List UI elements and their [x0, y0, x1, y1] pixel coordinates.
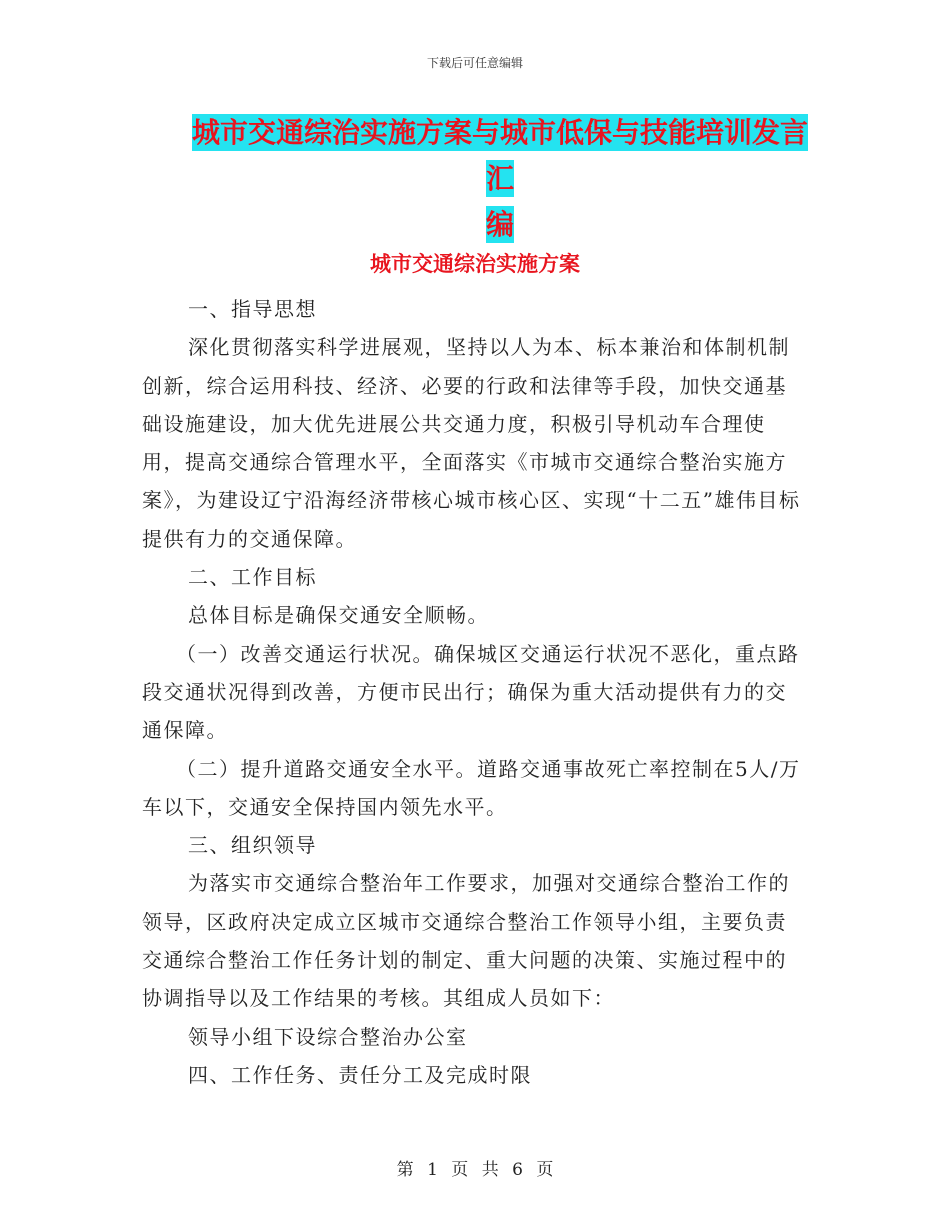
document-body	[142, 290, 802, 1094]
header-note: 下载后可任意编辑	[426, 56, 523, 70]
paragraph-organization: 为落实市交通综合整治年工作要求，加强对交通综合整治工作的领导，区政府决定成立区城市交通综合整治工作领导小组，主要负责交通综合整治工作任务计划的制定、重大问题的决策、实施过程中的协调指导以及工作结果的考核。其组成人员如下：	[142, 871, 790, 1011]
paragraph-office: 领导小组下设综合整治办公室	[188, 1024, 468, 1049]
paragraph-guiding-ideology: 深化贯彻落实科学进展观，坚持以人为本、标本兼治和体制机制创新，综合运用科技、经济、必要的行政和法律等手段，加快交通基础设施建设，加大优先进展公共交通力度，积极引导机动车合理使用，提高交通综合管理水平，全面落实《市城市交通综合整治实施方案》，为建设辽宁沿海经济带核心城市核心区、实现“十二五”雄伟目标提供有力的交通保障。	[142, 335, 801, 551]
paragraph-overall-goal: 总体目标是确保交通安全顺畅。	[188, 603, 489, 628]
paragraph-goal-1: （一）改善交通运行状况。确保城区交通运行状况不恶化，重点路段交通状况得到改善，方便市民出行；确保为重大活动提供有力的交通保障。	[142, 641, 800, 743]
section-title: 城市交通综治实施方案	[370, 252, 580, 276]
document-title	[190, 110, 810, 248]
paragraph-goal-2: （二）提升道路交通安全水平。道路交通事故死亡率控制在5人/万车以下，交通安全保持国内领先水平。	[142, 756, 801, 819]
heading-organization: 三、组织领导	[188, 833, 317, 858]
heading-tasks: 四、工作任务、责任分工及完成时限	[188, 1062, 532, 1087]
document-title-line1: 城市交通综治实施方案与城市低保与技能培训发言汇	[191, 116, 808, 195]
page-number-footer: 第 1 页 共 6 页	[396, 1160, 554, 1180]
document-title-line2: 编	[485, 208, 514, 241]
heading-guiding-ideology: 一、指导思想	[188, 297, 317, 321]
heading-work-goals: 二、工作目标	[188, 565, 317, 590]
